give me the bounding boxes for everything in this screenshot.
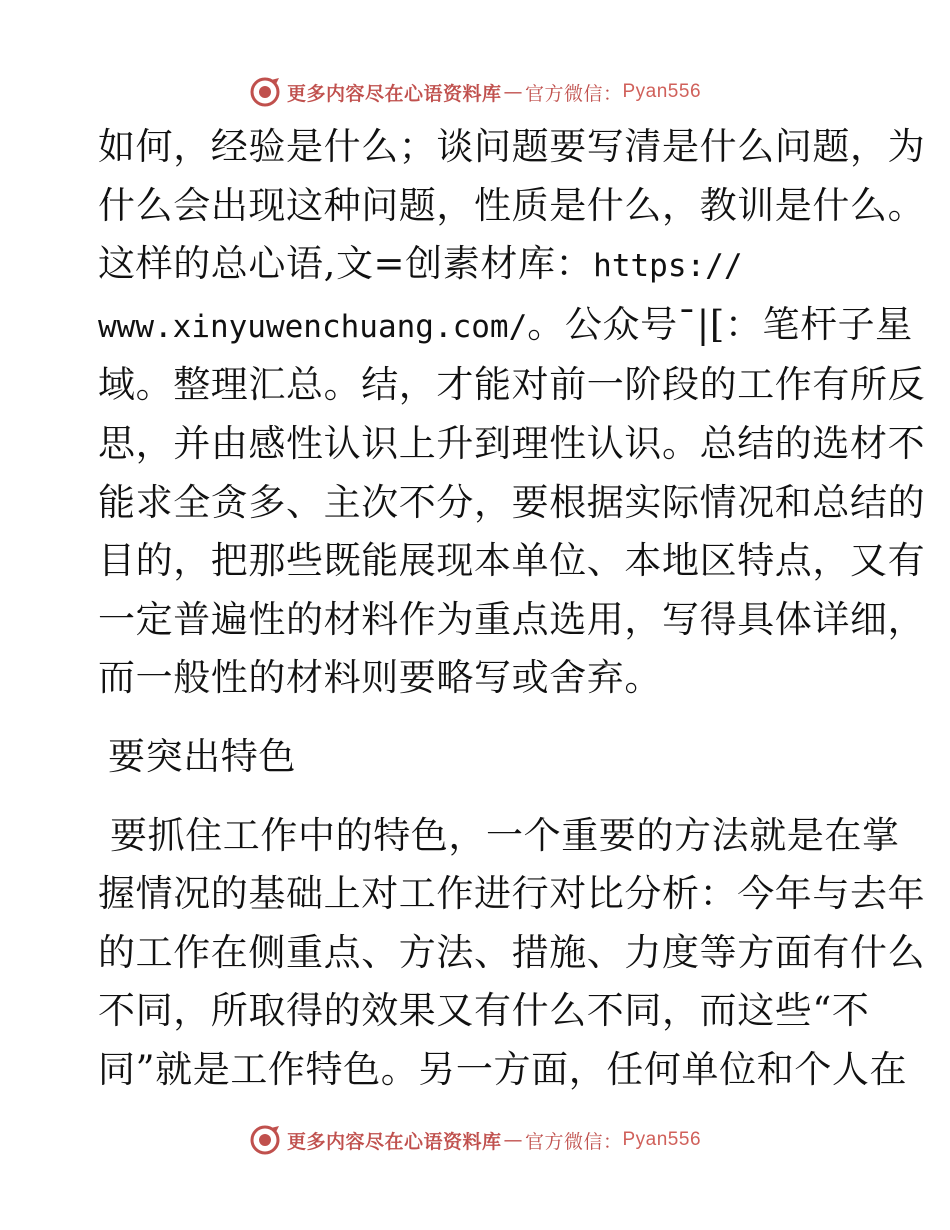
paragraph-line: 握情况的基础上对工作进行对比分析：今年与去年 (98, 872, 926, 916)
paragraph-line: 能求全贪多、主次不分，要根据实际情况和总结的 (98, 480, 926, 524)
paragraph-text: 这样的总心语,文=创素材库： (98, 242, 594, 286)
paragraph-line: 目的，把那些既能展现本单位、本地区特点，又有 (98, 539, 926, 583)
footer-watermark-banner (0, 1120, 950, 1160)
banner-wechat-id: Pyan556 (622, 81, 702, 102)
paragraph-text: 。公众号¯|[：笔杆子星 (527, 302, 913, 346)
header-watermark-banner (0, 72, 950, 112)
banner-dash: — (503, 1129, 523, 1151)
url-text: https:// (593, 248, 743, 285)
paragraph-line: 域。整理汇总。结，才能对前一阶段的工作有所反 (98, 363, 926, 407)
section-heading: 要突出特色 (108, 734, 296, 778)
paragraph-line: 什么会出现这种问题，性质是什么，教训是什么。 (98, 183, 926, 227)
paragraph-line: 不同，所取得的效果又有什么不同，而这些“不 (98, 989, 870, 1033)
brand-logo-icon (249, 76, 281, 108)
paragraph-line: 一定普遍性的材料作为重点选用，写得具体详细， (98, 597, 926, 641)
paragraph-line: 如何，经验是什么；谈问题要写清是什么问题，为 (98, 125, 926, 168)
paragraph-line: 的工作在侧重点、方法、措施、力度等方面有什么 (98, 930, 926, 974)
banner-wechat-label: 官方微信： (524, 82, 623, 105)
paragraph-line: 思，并由感性认识上升到理性认识。总结的选材不 (98, 421, 926, 465)
url-text: www.xinyuwenchuang.com/ (98, 308, 528, 345)
document-body (98, 118, 926, 1100)
paragraph-line: 同”就是工作特色。另一方面，任何单位和个人在 (98, 1047, 908, 1091)
brand-logo-icon (249, 1124, 281, 1156)
paragraph-line (98, 296, 913, 357)
banner-wechat-id: Pyan556 (622, 1129, 702, 1150)
paragraph-line: 要抓住工作中的特色，一个重要的方法就是在掌 (110, 813, 900, 857)
banner-dash: — (503, 81, 523, 103)
banner-main-text: 更多内容尽在心语资料库 (286, 1130, 502, 1153)
banner-wechat-label: 官方微信： (524, 1130, 623, 1153)
paragraph-line (98, 235, 858, 296)
paragraph-line: 而一般性的材料则要略写或舍弃。 (98, 656, 662, 700)
banner-main-text: 更多内容尽在心语资料库 (286, 82, 502, 105)
